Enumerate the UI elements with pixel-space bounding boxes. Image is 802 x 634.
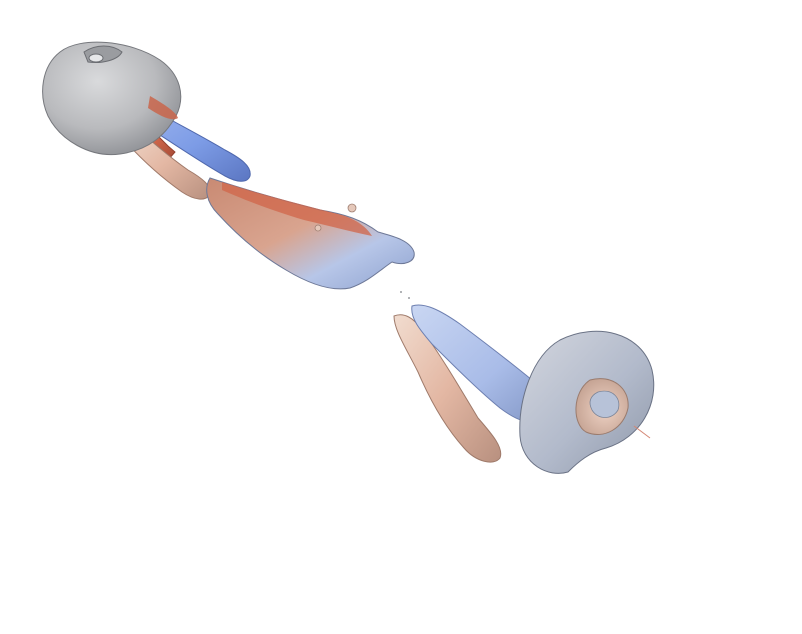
coiled-ring (520, 331, 654, 473)
